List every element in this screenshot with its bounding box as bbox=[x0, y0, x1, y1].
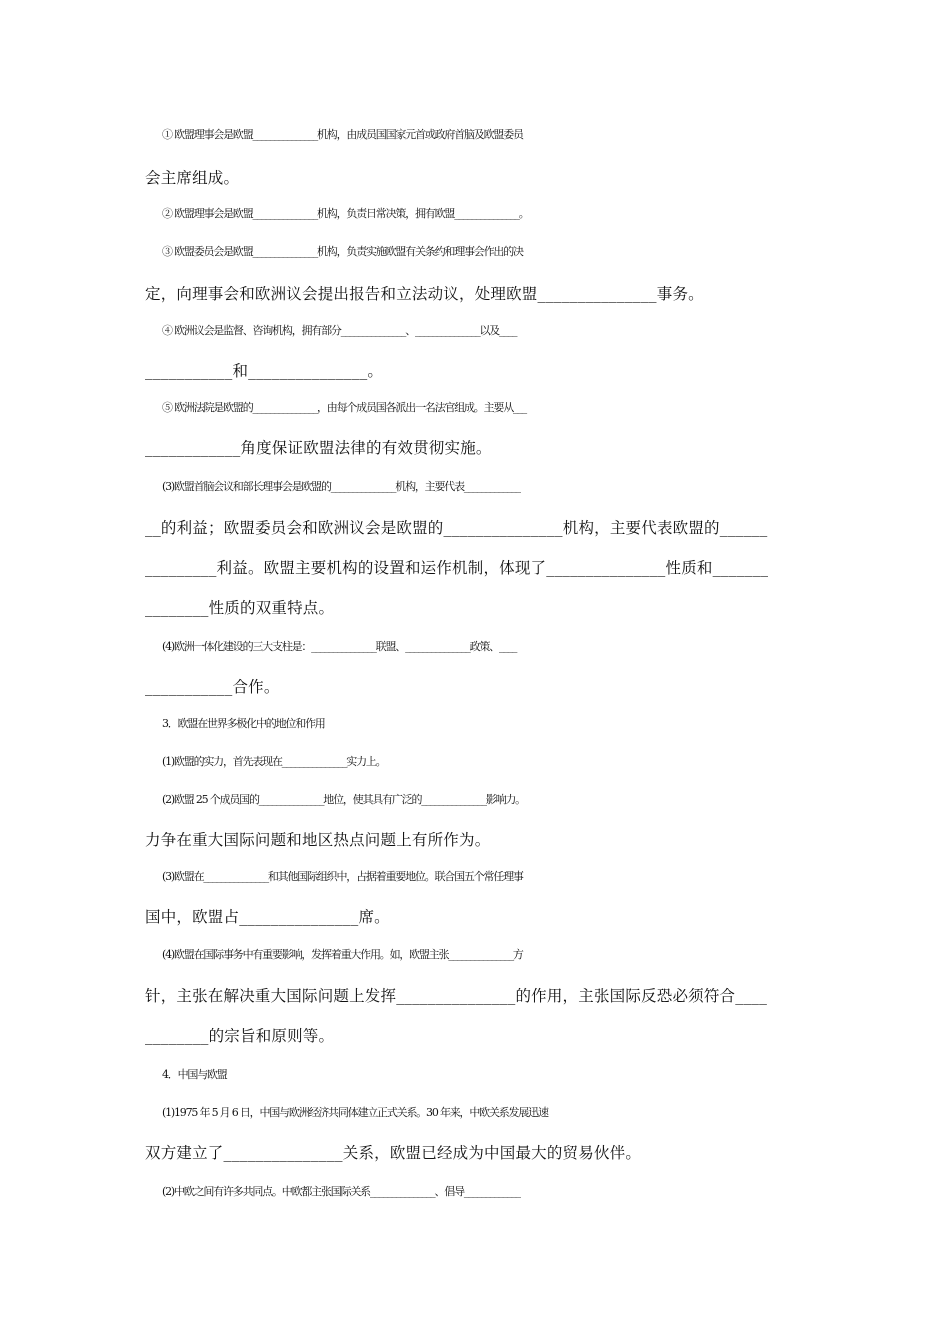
line-s4-1a: (1)1975 年 5 月 6 日，中国与欧洲经济共同体建立正式关系。30 年来，中欧关系发展迅速 bbox=[162, 1106, 548, 1119]
line-point3-3: _________利益。欧盟主要机构的设置和运作机制，体现了_______________性质和_______ bbox=[145, 559, 769, 577]
line-commission-1: ③ 欧盟委员会是欧盟_______________机构，负责实施欧盟有关条约和理事会作出的决 bbox=[162, 245, 523, 258]
line-point3-4: ________性质的双重特点。 bbox=[145, 599, 335, 617]
line-point3-2: __的利益；欧盟委员会和欧洲议会是欧盟的_______________机构，主要代表欧盟的______ bbox=[145, 519, 768, 537]
line-point3-1: (3)欧盟首脑会议和部长理事会是欧盟的_______________机构，主要代表_____________ bbox=[162, 480, 520, 493]
line-s3-3b: 国中，欧盟占_______________席。 bbox=[145, 908, 390, 926]
line-eu-council-1: ① 欧盟理事会是欧盟_______________机构，由成员国国家元首或政府首脑及欧盟委员 bbox=[162, 128, 523, 141]
line-s3-4c: ________的宗旨和原则等。 bbox=[145, 1027, 335, 1045]
line-s3-4a: (4)欧盟在国际事务中有重要影响，发挥着重大作用。如，欧盟主张_______________方 bbox=[162, 948, 523, 961]
line-commission-2: 定，向理事会和欧洲议会提出报告和立法动议，处理欧盟_______________事务。 bbox=[145, 285, 704, 303]
line-eu-council-2: 会主席组成。 bbox=[145, 169, 240, 187]
line-parliament-1: ④ 欧洲议会是监督、咨询机构，拥有部分_______________、_______________以及____ bbox=[162, 324, 517, 337]
line-point4-1: (4)欧洲一体化建设的三大支柱是：_______________联盟、_______________政策、____ bbox=[162, 640, 517, 653]
line-point4-2: ___________合作。 bbox=[145, 678, 280, 696]
line-s3-2b: 力争在重大国际问题和地区热点问题上有所作为。 bbox=[145, 831, 491, 849]
section-4-heading: 4．中国与欧盟 bbox=[162, 1068, 227, 1081]
line-council-of-eu: ② 欧盟理事会是欧盟_______________机构，负责日常决策，拥有欧盟_______________。 bbox=[162, 207, 529, 220]
line-court-1: ⑤ 欧洲法院是欧盟的_______________，由每个成员国各派出一名法官组成。主要从___ bbox=[162, 401, 526, 414]
line-s3-1: (1)欧盟的实力，首先表现在_______________实力上。 bbox=[162, 755, 386, 768]
line-s4-1b: 双方建立了_______________关系，欧盟已经成为中国最大的贸易伙伴。 bbox=[145, 1144, 642, 1162]
line-s3-4b: 针，主张在解决重大国际问题上发挥_______________的作用，主张国际反恐必须符合____ bbox=[145, 987, 768, 1005]
line-s4-2: (2)中欧之间有许多共同点。中欧都主张国际关系_______________、倡导_____________ bbox=[162, 1185, 520, 1198]
line-parliament-2: ___________和_______________。 bbox=[145, 362, 384, 380]
section-3-heading: 3．欧盟在世界多极化中的地位和作用 bbox=[162, 717, 325, 730]
line-s3-3a: (3)欧盟在_______________和其他国际组织中，占据着重要地位。联合国五个常任理事 bbox=[162, 870, 523, 883]
line-court-2: ____________角度保证欧盟法律的有效贯彻实施。 bbox=[145, 439, 492, 457]
line-s3-2a: (2)欧盟 25 个成员国的_______________地位，使其具有广泛的_______________影响力。 bbox=[162, 793, 525, 806]
